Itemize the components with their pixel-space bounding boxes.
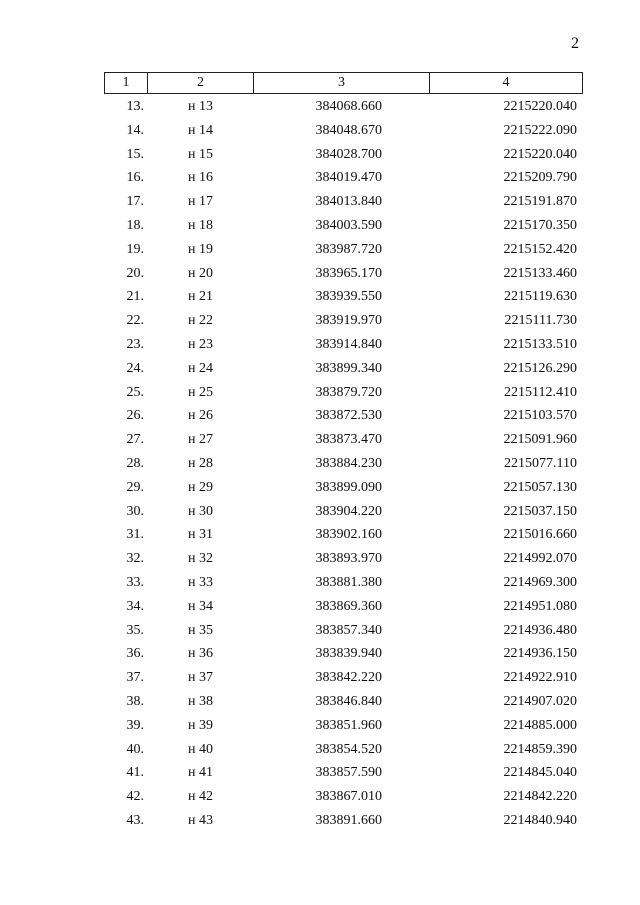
row-number: 20. <box>126 265 144 281</box>
coordinate-y: 2215220.040 <box>503 146 577 162</box>
coordinate-x: 384068.660 <box>315 99 382 114</box>
point-label: н 29 <box>188 479 213 495</box>
point-label: н 38 <box>188 693 213 709</box>
point-label: н 34 <box>188 598 213 614</box>
row-number: 17. <box>126 194 144 210</box>
header-row <box>105 73 583 94</box>
table-row <box>104 143 582 167</box>
coordinate-x: 383842.220 <box>315 670 382 686</box>
table-row <box>104 428 582 452</box>
coordinate-x: 383904.220 <box>315 503 382 519</box>
coordinate-y: 2214969.300 <box>503 574 577 590</box>
coordinate-x: 383914.840 <box>315 336 382 352</box>
point-label: н 15 <box>188 146 213 162</box>
coordinate-x: 383854.520 <box>315 741 382 757</box>
coordinate-x: 383881.380 <box>315 574 382 590</box>
coordinate-x: 383839.940 <box>315 646 382 662</box>
table-row <box>104 785 582 809</box>
point-label: н 40 <box>188 741 213 757</box>
table-row <box>104 190 582 214</box>
coordinate-y: 2214859.390 <box>503 741 577 757</box>
point-label: н 27 <box>188 432 213 448</box>
table-row <box>104 595 582 619</box>
row-number: 24. <box>126 360 144 376</box>
coordinate-y: 2215091.960 <box>503 432 577 448</box>
point-label: н 32 <box>188 551 213 567</box>
table-row <box>104 500 582 524</box>
coordinate-y: 2215170.350 <box>503 217 577 233</box>
coordinate-y: 2214845.040 <box>503 765 577 781</box>
row-number: 15. <box>126 146 144 162</box>
table-row <box>104 285 582 309</box>
point-label: н 43 <box>188 812 213 828</box>
coordinate-x: 383965.170 <box>315 265 382 281</box>
row-number: 31. <box>126 527 144 543</box>
coordinate-y: 2215222.090 <box>503 122 577 138</box>
coordinate-x: 384013.840 <box>315 194 382 210</box>
coordinate-x: 383869.360 <box>315 598 382 614</box>
table-row <box>104 357 582 381</box>
header-cell-4: 4 <box>430 73 583 94</box>
page-number: 2 <box>571 35 579 52</box>
coordinate-x: 384003.590 <box>315 217 382 233</box>
coordinate-y: 2215103.570 <box>503 408 577 424</box>
row-number: 39. <box>126 717 144 733</box>
coordinate-y: 2215152.420 <box>503 241 577 257</box>
row-number: 25. <box>126 384 144 400</box>
table-row <box>104 642 582 666</box>
coordinate-y: 2214907.020 <box>503 693 577 709</box>
coordinate-y: 2214936.150 <box>503 646 577 662</box>
coordinate-x: 383884.230 <box>315 455 382 471</box>
coordinate-y: 2214936.480 <box>503 622 577 638</box>
row-number: 35. <box>126 622 144 638</box>
point-label: н 13 <box>188 99 213 114</box>
coordinate-y: 2215016.660 <box>503 527 577 543</box>
point-label: н 42 <box>188 789 213 805</box>
row-number: 28. <box>126 455 144 471</box>
point-label: н 20 <box>188 265 213 281</box>
coordinate-y: 2215112.410 <box>504 384 577 400</box>
point-label: н 36 <box>188 646 213 662</box>
table-row <box>104 738 582 762</box>
point-label: н 26 <box>188 408 213 424</box>
table-row <box>104 714 582 738</box>
row-number: 29. <box>126 479 144 495</box>
coordinates-table-header <box>104 72 583 94</box>
table-row <box>104 547 582 571</box>
coordinate-x: 383902.160 <box>315 527 382 543</box>
row-number: 38. <box>126 693 144 709</box>
row-number: 34. <box>126 598 144 614</box>
coordinate-y: 2215209.790 <box>503 170 577 186</box>
row-number: 19. <box>126 241 144 257</box>
coordinate-x: 383879.720 <box>315 384 382 400</box>
coordinate-y: 2215037.150 <box>503 503 577 519</box>
point-label: н 19 <box>188 241 213 257</box>
table-row <box>104 809 582 833</box>
table-row <box>104 476 582 500</box>
row-number: 41. <box>126 765 144 781</box>
point-label: н 17 <box>188 194 213 210</box>
coordinate-x: 383846.840 <box>315 693 382 709</box>
table-row <box>104 214 582 238</box>
table-row <box>104 238 582 262</box>
row-number: 13. <box>126 99 144 114</box>
coordinate-y: 2214842.220 <box>503 789 577 805</box>
row-number: 22. <box>126 313 144 329</box>
table-row <box>104 761 582 785</box>
coordinate-x: 383987.720 <box>315 241 382 257</box>
coordinate-y: 2215057.130 <box>503 479 577 495</box>
coordinate-x: 383872.530 <box>315 408 382 424</box>
coordinate-y: 2214951.080 <box>503 598 577 614</box>
coordinate-x: 383873.470 <box>315 432 382 448</box>
coordinate-y: 2215133.510 <box>503 336 577 352</box>
point-label: н 14 <box>188 122 213 138</box>
coordinate-x: 383919.970 <box>315 313 382 329</box>
row-number: 23. <box>126 336 144 352</box>
coordinate-y: 2215077.110 <box>504 455 577 471</box>
coordinate-y: 2215220.040 <box>503 99 577 114</box>
row-number: 37. <box>126 670 144 686</box>
table-row <box>104 666 582 690</box>
point-label: н 33 <box>188 574 213 590</box>
coordinate-x: 383891.660 <box>315 812 382 828</box>
row-number: 21. <box>126 289 144 305</box>
point-label: н 31 <box>188 527 213 543</box>
coordinates-table-body <box>104 95 582 833</box>
coordinate-x: 383939.550 <box>315 289 382 305</box>
header-cell-2: 2 <box>148 73 254 94</box>
row-number: 14. <box>126 122 144 138</box>
row-number: 27. <box>126 432 144 448</box>
table-row <box>104 333 582 357</box>
coordinate-y: 2215119.630 <box>504 289 577 305</box>
header-cell-3: 3 <box>254 73 430 94</box>
table-row <box>104 571 582 595</box>
row-number: 40. <box>126 741 144 757</box>
point-label: н 37 <box>188 670 213 686</box>
coordinate-y: 2215111.730 <box>504 313 577 329</box>
point-label: н 24 <box>188 360 213 376</box>
coordinate-x: 383893.970 <box>315 551 382 567</box>
row-number: 32. <box>126 551 144 567</box>
table-row <box>104 166 582 190</box>
table-row <box>104 523 582 547</box>
point-label: н 41 <box>188 765 213 781</box>
point-label: н 22 <box>188 313 213 329</box>
point-label: н 35 <box>188 622 213 638</box>
table-row <box>104 262 582 286</box>
row-number: 43. <box>126 812 144 828</box>
row-number: 36. <box>126 646 144 662</box>
coordinate-y: 2215191.870 <box>503 194 577 210</box>
table-row <box>104 452 582 476</box>
coordinate-y: 2215133.460 <box>503 265 577 281</box>
coordinate-y: 2214840.940 <box>503 812 577 828</box>
row-number: 33. <box>126 574 144 590</box>
coordinate-x: 383867.010 <box>315 789 382 805</box>
coordinate-x: 383899.090 <box>315 479 382 495</box>
coordinate-x: 383899.340 <box>315 360 382 376</box>
point-label: н 28 <box>188 455 213 471</box>
row-number: 26. <box>126 408 144 424</box>
table-row <box>104 404 582 428</box>
row-number: 42. <box>126 789 144 805</box>
point-label: н 18 <box>188 217 213 233</box>
row-number: 18. <box>126 217 144 233</box>
coordinate-x: 384048.670 <box>315 122 382 138</box>
coordinate-y: 2214992.070 <box>503 551 577 567</box>
table-row <box>104 119 582 143</box>
point-label: н 16 <box>188 170 213 186</box>
coordinate-x: 383857.590 <box>315 765 382 781</box>
table-row <box>104 309 582 333</box>
header-cell-1: 1 <box>105 73 148 94</box>
row-number: 16. <box>126 170 144 186</box>
coordinate-x: 384019.470 <box>315 170 382 186</box>
coordinate-x: 383851.960 <box>315 717 382 733</box>
table-row <box>104 619 582 643</box>
point-label: н 30 <box>188 503 213 519</box>
point-label: н 21 <box>188 289 213 305</box>
table-row <box>104 381 582 405</box>
coordinate-y: 2214922.910 <box>503 670 577 686</box>
table-row <box>104 690 582 714</box>
point-label: н 23 <box>188 336 213 352</box>
coordinate-x: 383857.340 <box>315 622 382 638</box>
point-label: н 25 <box>188 384 213 400</box>
coordinate-y: 2214885.000 <box>503 717 577 733</box>
row-number: 30. <box>126 503 144 519</box>
coordinate-y: 2215126.290 <box>503 360 577 376</box>
point-label: н 39 <box>188 717 213 733</box>
coordinate-x: 384028.700 <box>315 146 382 162</box>
table-row <box>104 95 582 119</box>
